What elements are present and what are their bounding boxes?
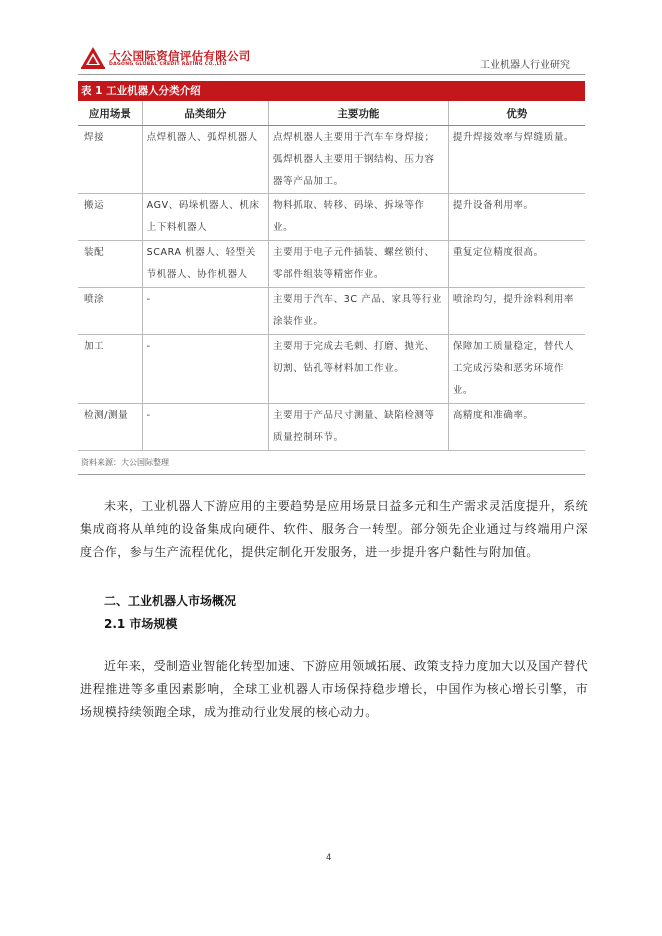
subsection-heading: 2.1 市场规模 — [104, 617, 178, 631]
table-cell: 保障加工质量稳定，替代人工完成污染和恶劣环境作业。 — [448, 335, 585, 404]
table-cell: 点焊机器人主要用于汽车车身焊接；弧焊机器人主要用于钢结构、压力容器等产品加工。 — [269, 126, 449, 194]
table-cell: 检测/测量 — [78, 404, 142, 451]
table-cell: 提升设备利用率。 — [448, 194, 585, 241]
table-cell: 物料抓取、转移、码垛、拆垛等作业。 — [269, 194, 449, 241]
logo-english-name: DAGONG GLOBAL CREDIT RATING CO.,LTD — [109, 62, 227, 67]
table-cell: 主要用于完成去毛刺、打磨、抛光、切割、钻孔等材料加工作业。 — [269, 335, 449, 404]
table-cell: - — [142, 404, 268, 451]
table-row — [78, 126, 585, 194]
dagong-logo-icon — [81, 47, 105, 69]
column-header-scenario: 应用场景 — [78, 101, 142, 126]
paragraph-future-trends: 未来，工业机器人下游应用的主要趋势是应用场景日益多元和生产需求灵活度提升，系统集成商将从单纯的设备集成向硬件、软件、服务合一转型。部分领先企业通过与终端用户深度合作，参与生产流程优化，提供定制化开发服务，进一步提升客户黏性与附加值。 — [80, 499, 588, 559]
table-cell: AGV、码垛机器人、机床上下料机器人 — [142, 194, 268, 241]
header-divider — [78, 74, 585, 75]
table-cell: 喷涂 — [78, 288, 142, 335]
table-source-note: 资料来源：大公国际整理 — [81, 458, 169, 467]
table-cell: 提升焊接效率与焊缝质量。 — [448, 126, 585, 194]
table-cell: 喷涂均匀，提升涂料利用率 — [448, 288, 585, 335]
column-header-subcategory: 品类细分 — [142, 101, 268, 126]
table-cell: - — [142, 288, 268, 335]
report-title: 工业机器人行业研究 — [480, 60, 570, 71]
page-header — [0, 0, 662, 80]
table-row — [78, 335, 585, 404]
table-caption: 表 1 工业机器人分类介绍 — [78, 81, 585, 101]
table-cell: 加工 — [78, 335, 142, 404]
logo-chinese-name: 大公国际资信评估有限公司 — [109, 49, 251, 63]
table-cell: 主要用于电子元件插装、螺丝锁付、零部件组装等精密作业。 — [269, 241, 449, 288]
column-header-function: 主要功能 — [269, 101, 449, 126]
robot-classification-table — [78, 101, 585, 451]
company-logo — [81, 47, 311, 73]
table-row — [78, 288, 585, 335]
table-cell: 重复定位精度很高。 — [448, 241, 585, 288]
table-cell: 焊接 — [78, 126, 142, 194]
table-row — [78, 404, 585, 451]
page-number: 4 — [326, 853, 332, 863]
table-bottom-divider — [78, 474, 585, 475]
table-cell: 装配 — [78, 241, 142, 288]
table-row — [78, 194, 585, 241]
table-cell: SCARA 机器人、轻型关节机器人、协作机器人 — [142, 241, 268, 288]
table-cell: 主要用于产品尺寸测量、缺陷检测等质量控制环节。 — [269, 404, 449, 451]
table-cell: 搬运 — [78, 194, 142, 241]
column-header-advantage: 优势 — [448, 101, 585, 126]
table-header-row — [78, 101, 585, 126]
paragraph-market-size: 近年来，受制造业智能化转型加速、下游应用领域拓展、政策支持力度加大以及国产替代进程推进等多重因素影响，全球工业机器人市场保持稳步增长，中国作为核心增长引擎，市场规模持续领跑全球，成为推动行业发展的核心动力。 — [80, 659, 588, 719]
section-heading: 二、工业机器人市场概况 — [104, 594, 237, 608]
table-cell: 高精度和准确率。 — [448, 404, 585, 451]
table-row — [78, 241, 585, 288]
table-cell: 主要用于汽车、3C 产品、家具等行业涂装作业。 — [269, 288, 449, 335]
table-cell: - — [142, 335, 268, 404]
table-cell: 点焊机器人、弧焊机器人 — [142, 126, 268, 194]
